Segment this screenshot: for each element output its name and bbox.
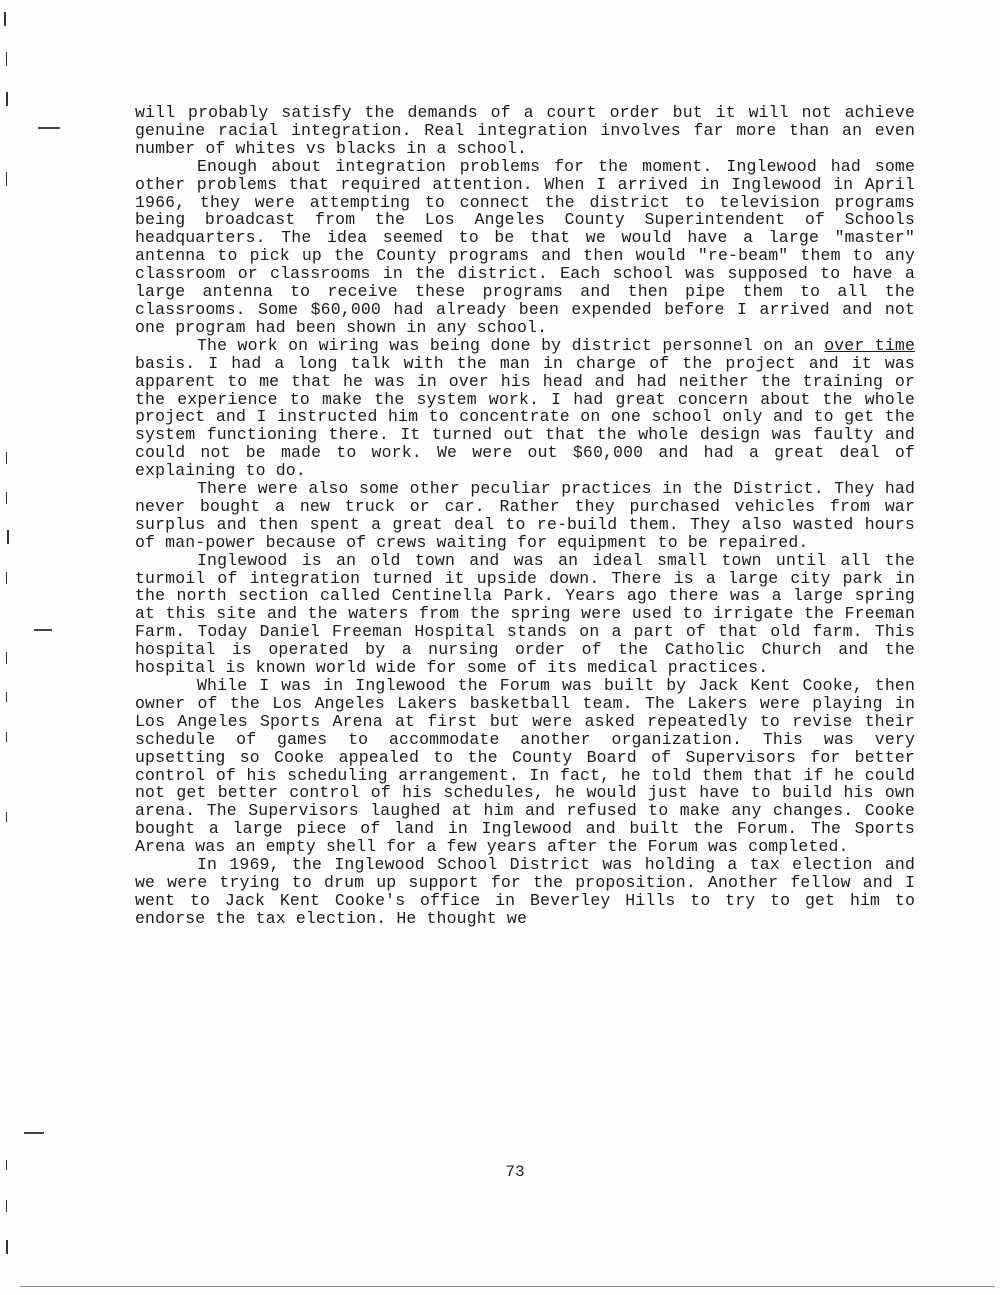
scan-mark xyxy=(7,530,9,544)
body-text xyxy=(135,104,915,928)
scan-dash xyxy=(38,127,60,129)
paragraph-1: will probably satisfy the demands of a court order but it will not achieve genuine racial integration. Real integration involves far more than an even number of whites vs blacks in a school. xyxy=(135,103,915,158)
scan-mark xyxy=(6,1240,8,1254)
scan-mark xyxy=(6,812,7,822)
scan-mark xyxy=(6,92,8,106)
paragraph-3 xyxy=(135,337,915,480)
paragraph-2: Enough about integration problems for the moment. Inglewood had some other problems that required attention. When I arrived in Inglewood in April 1966, they were attempting to connect the district to television programs being broadcast from the Los Angeles County Superintendent of Schools headquarters. The idea seemed to be that we would have a large "master" antenna to pick up the County programs and then would "re-beam" them to any classroom or classrooms in the district. Each school was supposed to have a large antenna to receive these programs and then pipe them to all the classrooms. Some $60,000 had already been expended before I arrived and not one program had been shown in any school. xyxy=(135,156,915,337)
scan-mark xyxy=(6,652,7,664)
paragraph-3-text-end: basis. I had a long talk with the man in charge of the project and it was apparent to me that he was in over his head and had neither the training or the experience to make the system work. I had great concern about the whole project and I instructed him to concentrate on one school only and to get the system functioning there. It turned out that the whole design was faulty and could not be made to work. We were out $60,000 and had a great deal of explaining to do. xyxy=(135,353,915,481)
paragraph-3-text-start: The work on wiring was being done by district personnel on an xyxy=(197,335,825,355)
paragraph-7: In 1969, the Inglewood School District was holding a tax election and we were trying to drum up support for the proposition. Another fellow and I went to Jack Kent Cooke's office in Beverley Hills to try to get him to endorse the tax election. He thought we xyxy=(135,855,915,928)
underlined-phrase: over time xyxy=(824,335,916,355)
page-number: 73 xyxy=(505,1163,525,1181)
paragraph-5: Inglewood is an old town and was an ideal small town until all the turmoil of integration turned it upside down. There is a large city park in the north section called Centinella Park. Years ago there was a large spring at this site and the waters from the spring were used to irrigate the Freeman Farm. Today Daniel Freeman Hospital stands on a part of that old farm. This hospital is operated by a nursing order of the Catholic Church and the hospital is known world wide for some of its medical practices. xyxy=(135,550,915,678)
scan-mark xyxy=(6,732,7,742)
scan-mark xyxy=(6,692,7,702)
scan-dash xyxy=(34,629,52,631)
scan-mark xyxy=(6,1160,7,1170)
scan-mark xyxy=(4,12,6,26)
scan-mark xyxy=(6,1200,7,1212)
scan-mark xyxy=(6,572,7,584)
scan-edge-line xyxy=(20,1286,995,1287)
scan-mark xyxy=(6,52,7,66)
paragraph-6: While I was in Inglewood the Forum was built by Jack Kent Cooke, then owner of the Los Angeles Lakers basketball team. The Lakers were playing in Los Angeles Sports Arena at first but were asked repeatedly to revise their schedule of games to accommodate another organization. This was very upsetting so Cooke appealed to the County Board of Supervisors for better control of his scheduling arrangement. In fact, he told them that if he could not get better control of his schedules, he would just have to build his own arena. The Supervisors laughed at him and refused to make any changes. Cooke bought a large piece of land in Inglewood and built the Forum. The Sports Arena was an empty shell for a few years after the Forum was completed. xyxy=(135,676,915,857)
scan-dash xyxy=(24,1132,44,1134)
paragraph-4: There were also some other peculiar practices in the District. They had never bought a new truck or car. Rather they purchased vehicles from war surplus and then spent a great deal to re-build them. They also wasted hours of man-power because of crews waiting for equipment to be repaired. xyxy=(135,479,915,552)
scan-mark xyxy=(6,172,7,186)
scan-mark xyxy=(6,452,7,464)
scan-mark xyxy=(6,492,7,504)
